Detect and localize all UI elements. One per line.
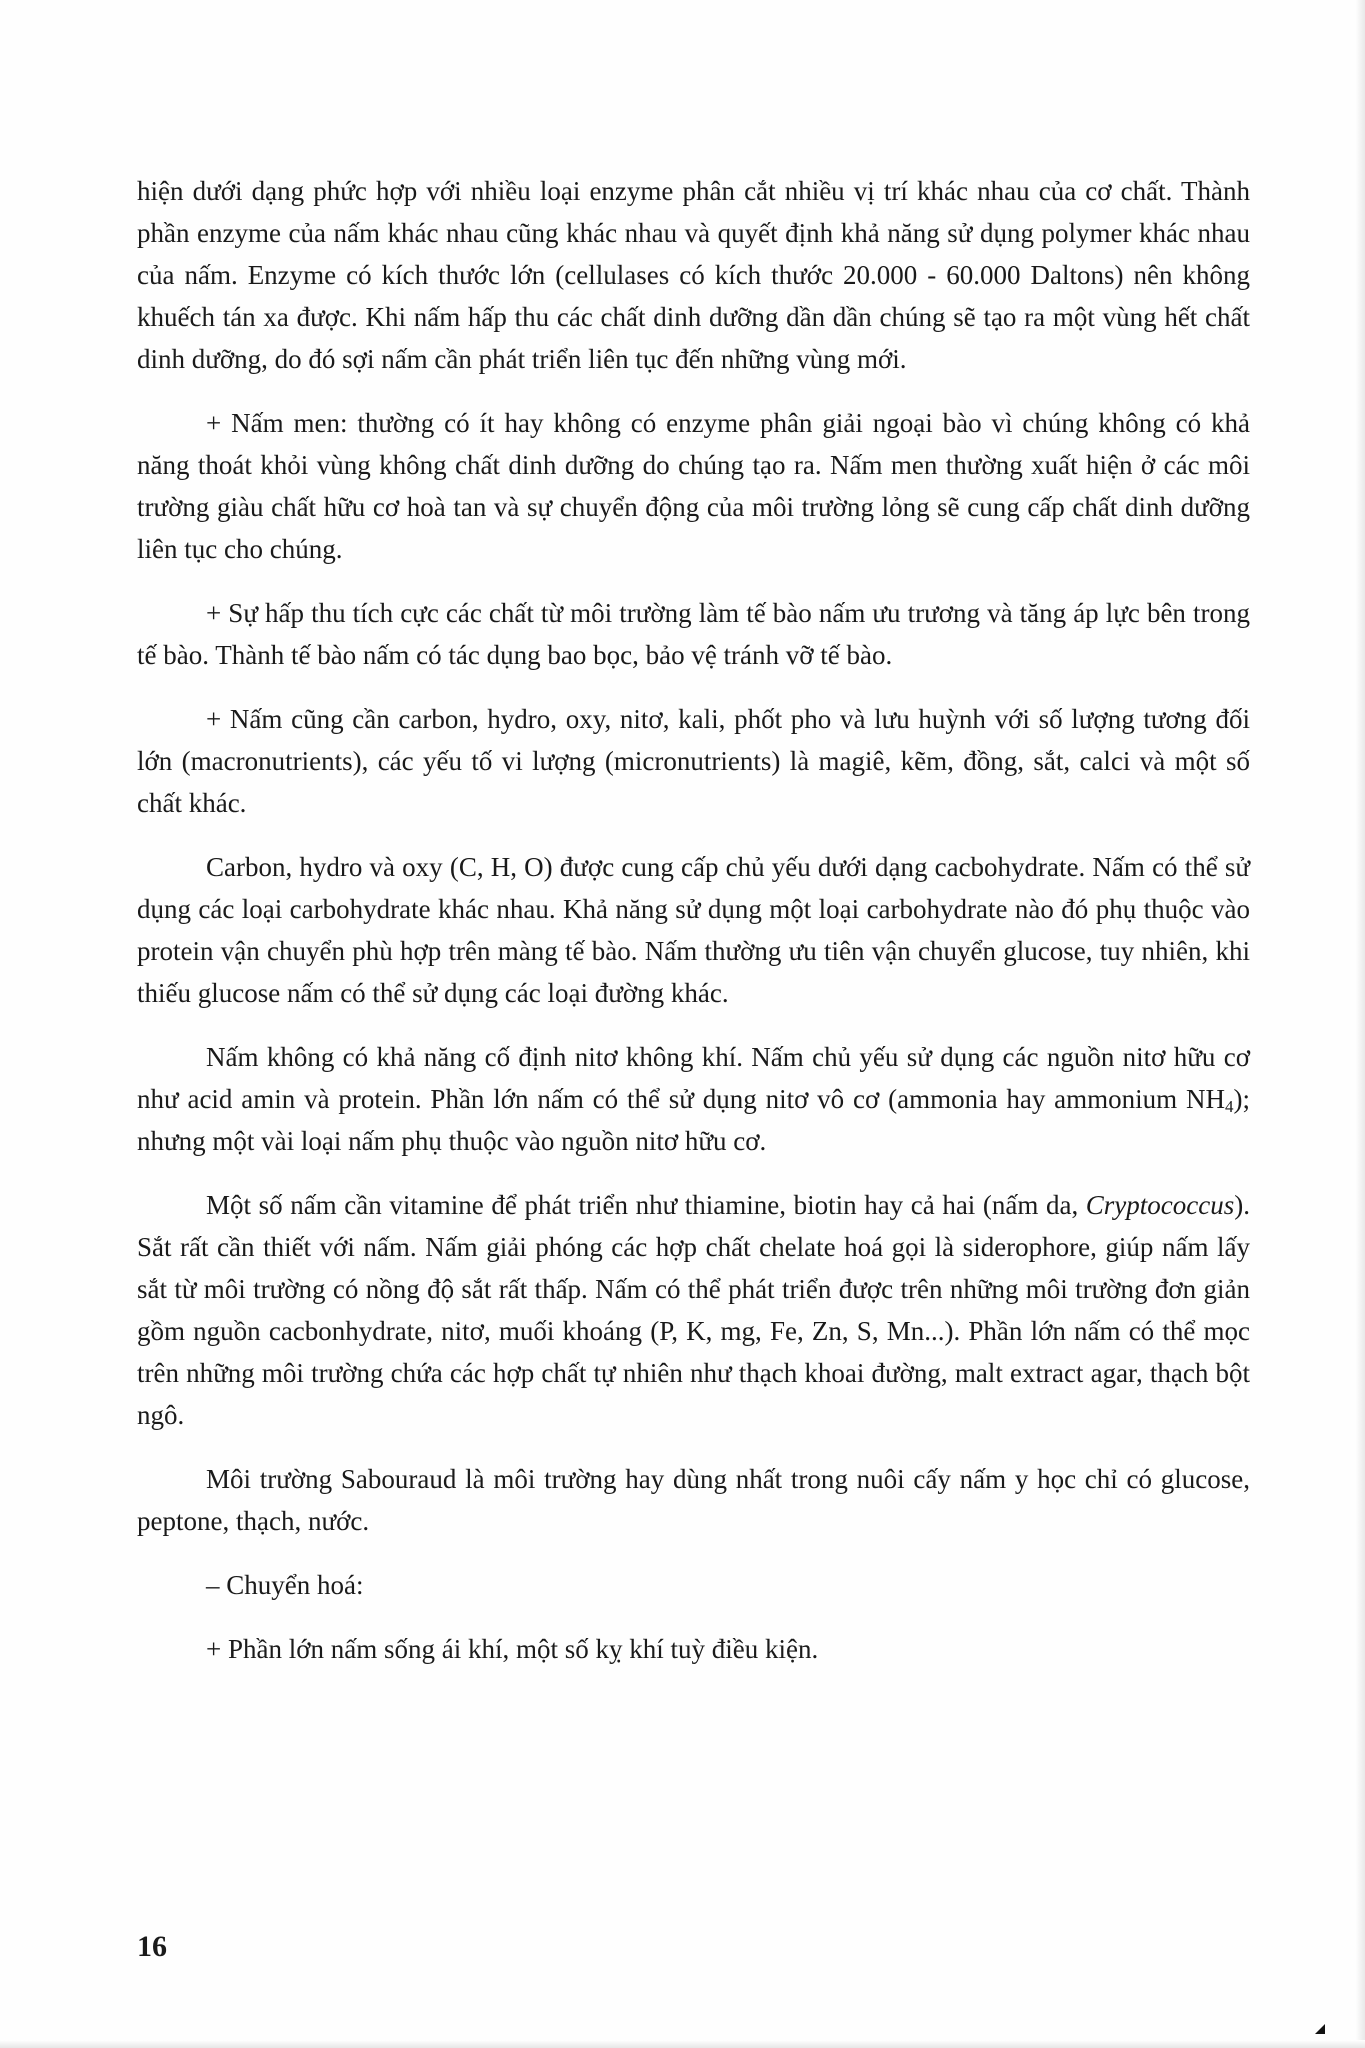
scan-edge-bottom [0,2040,1365,2048]
body-text [137,170,1250,1692]
scan-corner-mark [1315,2024,1325,2034]
paragraph-nutrients: + Nấm cũng cần carbon, hydro, oxy, nitơ, kali, phốt pho và lưu huỳnh với số lượng tương đối lớn (macronutrients), các yếu tố vi lượng (micronutrients) là magiê, kẽm, đồng, sắt, calci và một số chất khác. [137,704,1250,818]
paragraph-nitrogen-text-end: ); nhưng một vài loại nấm phụ thuộc vào nguồn nitơ hữu cơ. [137,1084,1250,1156]
paragraph-absorption: + Sự hấp thu tích cực các chất từ môi trường làm tế bào nấm ưu trương và tăng áp lực bên trong tế bào. Thành tế bào nấm có tác dụng bao bọc, bảo vệ tránh vỡ tế bào. [137,598,1250,670]
paragraph-vitamins-text-end: ). Sắt rất cần thiết với nấm. Nấm giải phóng các hợp chất chelate hoá gọi là siderophore, giúp nấm lấy sắt từ môi trường có nồng độ sắt rất thấp. Nấm có thể phát triển được trên những môi trường đơn giản gồm nguồn cacbonhydrate, nitơ, muối khoáng (P, K, mg, Fe, Zn, S, Mn...). Phần lớn nấm có thể mọc trên những môi trường chứa các hợp chất tự nhiên như thạch khoai đường, malt extract agar, thạch bột ngô. [137,1190,1250,1430]
paragraph-nitrogen [137,1036,1250,1162]
paragraph-aerobic: + Phần lớn nấm sống ái khí, một số kỵ khí tuỳ điều kiện. [206,1634,819,1664]
paragraph-vitamins-text: Một số nấm cần vitamine để phát triển như thiamine, biotin hay cả hai (nấm da, [206,1190,1086,1220]
subscript-four: 4 [1225,1097,1234,1116]
page-number: 16 [137,1930,167,1963]
paragraph-sabouraud: Môi trường Sabouraud là môi trường hay dùng nhất trong nuôi cấy nấm y học chỉ có glucose, peptone, thạch, nước. [137,1464,1250,1536]
paragraph-nitrogen-text: Nấm không có khả năng cố định nitơ không khí. Nấm chủ yếu sử dụng các nguồn nitơ hữu cơ như acid amin và protein. Phần lớn nấm có thể sử dụng nitơ vô cơ (ammonia hay ammonium NH [137,1042,1250,1114]
paragraph-metabolism-heading: – Chuyển hoá: [206,1570,364,1600]
paragraph-vitamins [137,1184,1250,1436]
paragraph-carbon: Carbon, hydro và oxy (C, H, O) được cung cấp chủ yếu dưới dạng cacbohydrate. Nấm có thể sử dụng các loại carbohydrate khác nhau. Khả năng sử dụng một loại carbohydrate nào đó phụ thuộc vào protein vận chuyển phù hợp trên màng tế bào. Nấm thường ưu tiên vận chuyển glucose, tuy nhiên, khi thiếu glucose nấm có thể sử dụng các loại đường khác. [137,852,1250,1008]
paragraph-enzyme-continuation: hiện dưới dạng phức hợp với nhiều loại enzyme phân cắt nhiều vị trí khác nhau của cơ chất. Thành phần enzyme của nấm khác nhau cũng khác nhau và quyết định khả năng sử dụng polymer khác nhau của nấm. Enzyme có kích thước lớn (cellulases có kích thước 20.000 - 60.000 Daltons) nên không khuếch tán xa được. Khi nấm hấp thu các chất dinh dưỡng dần dần chúng sẽ tạo ra một vùng hết chất dinh dưỡng, do đó sợi nấm cần phát triển liên tục đến những vùng mới. [137,176,1250,374]
scan-edge-right [1355,0,1365,2048]
genus-name-cryptococcus: Cryptococcus [1085,1190,1235,1220]
paragraph-yeast: + Nấm men: thường có ít hay không có enzyme phân giải ngoại bào vì chúng không có khả năng thoát khỏi vùng không chất dinh dưỡng do chúng tạo ra. Nấm men thường xuất hiện ở các môi trường giàu chất hữu cơ hoà tan và sự chuyển động của môi trường lỏng sẽ cung cấp chất dinh dưỡng liên tục cho chúng. [137,408,1250,564]
